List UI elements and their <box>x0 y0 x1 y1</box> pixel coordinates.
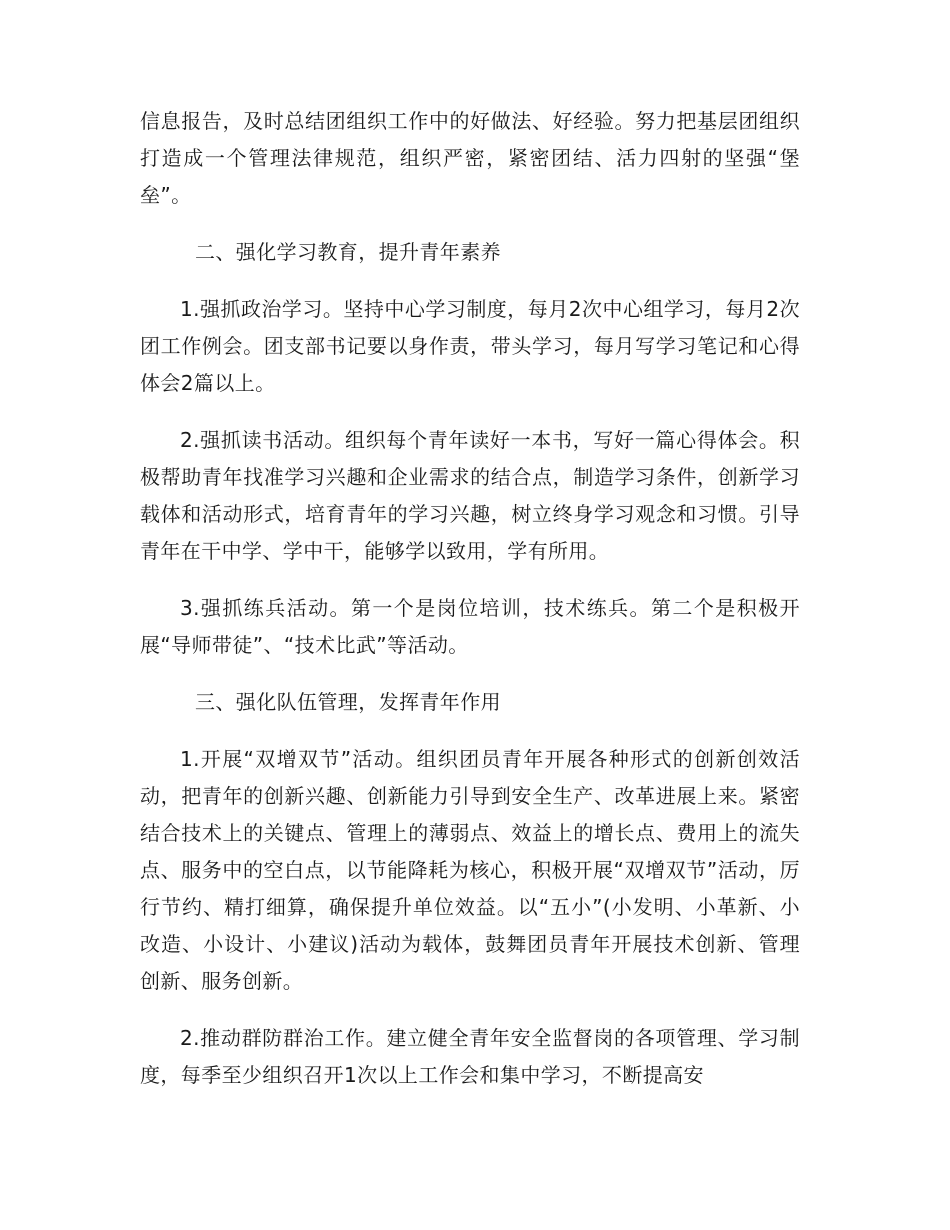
section-heading-2: 二、强化学习教育，提升青年素养 <box>195 240 501 264</box>
paragraph-2-3: 3.强抓练兵活动。第一个是岗位培训，技术练兵。第二个是积极开展“导师带徒”、“技术比武”等活动。 <box>140 596 800 657</box>
paragraph-2-2: 2.强抓读书活动。组织每个青年读好一本书，写好一篇心得体会。积极帮助青年找准学习兴趣和企业需求的结合点，制造学习条件，创新学习载体和活动形式，培育青年的学习兴趣，树立终身学习观念和习惯。引导青年在干中学、学中干，能够学以致用，学有所用。 <box>140 428 800 563</box>
paragraph-intro: 信息报告，及时总结团组织工作中的好做法、好经验。努力把基层团组织打造成一个管理法律规范，组织严密，紧密团结、活力四射的坚强“堡垒”。 <box>140 109 800 207</box>
paragraph-3-1: 1.开展“双增双节”活动。组织团员青年开展各种形式的创新创效活动，把青年的创新兴趣、创新能力引导到安全生产、改革进展上来。紧密结合技术上的关键点、管理上的薄弱点、效益上的增长点、费用上的流失点、服务中的空白点，以节能降耗为核心，积极开展“双增双节”活动，厉行节约、精打细算，确保提升单位效益。以“五小”(小发明、小革新、小改造、小设计、小建议)活动为载体，鼓舞团员青年开展技术创新、管理创新、服务创新。 <box>140 747 800 993</box>
section-heading-3: 三、强化队伍管理，发挥青年作用 <box>195 690 501 714</box>
document-body <box>140 103 800 1094</box>
paragraph-3-2: 2.推动群防群治工作。建立健全青年安全监督岗的各项管理、学习制度，每季至少组织召开1次以上工作会和集中学习，不断提高安 <box>140 1026 800 1087</box>
paragraph-2-1: 1.强抓政治学习。坚持中心学习制度，每月2次中心组学习，每月2次团工作例会。团支部书记要以身作责，带头学习，每月写学习笔记和心得体会2篇以上。 <box>140 297 800 395</box>
